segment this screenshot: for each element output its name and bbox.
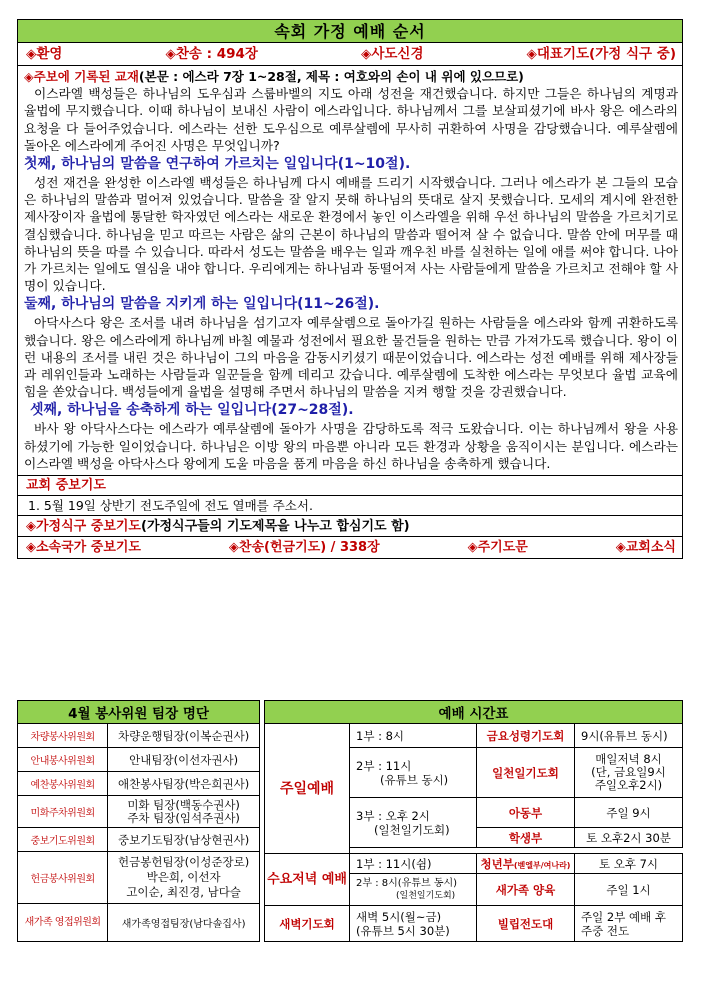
leader-name: 새가족영접팀장(남다솔집사) <box>108 904 260 942</box>
philip-evangelism-time <box>575 906 683 942</box>
students-label: 학생부 <box>477 828 575 848</box>
committee-name: 중보기도위원회 <box>18 828 108 852</box>
sunday-2-sub: (유튜브 동시) <box>380 772 449 787</box>
friday-prayer-label: 금요성령기도회 <box>477 724 575 748</box>
wednesday-2-sub: (일천일기도회) <box>396 890 456 901</box>
closing-country-prayer: ◈소속국가 중보기도 <box>26 540 141 556</box>
ilcheon-prayer-label: 일천일기도회 <box>477 748 575 798</box>
wednesday-2-main: 2부 : 8시(유튜브 동시) <box>356 877 458 889</box>
philip-evangelism-label: 빌립전도대 <box>477 906 575 942</box>
closing-row <box>18 537 682 559</box>
committee-name: 안내봉사위원회 <box>18 748 108 772</box>
closing-offering-hymn: ◈찬송(헌금기도) / 338장 <box>228 540 380 556</box>
point-3-title: 셋째, 하나님을 송축하게 하는 일입니다(27~28절). <box>30 402 354 419</box>
sunday-3-main: 3부 : 오후 2시 <box>356 808 430 823</box>
leader-name: 안내팀장(이선자권사) <box>108 748 260 772</box>
wednesday-service-label: 수요저녁 예배 <box>265 854 350 906</box>
newcomer-time: 주일 1시 <box>575 874 683 906</box>
leader-name: 차량운행팀장(이복순권사) <box>108 724 260 748</box>
philip-line-2: 주중 전도 <box>581 923 630 938</box>
sermon-section <box>18 66 682 476</box>
sunday-service-label: 주일예배 <box>265 724 350 854</box>
children-label: 아동부 <box>477 798 575 828</box>
committee-name: 새가족 영접위원회 <box>18 904 108 942</box>
sermon-label: ◈주보에 기록된 교재 <box>24 69 139 84</box>
dawn-main: 새벽 5시(월~금) <box>356 909 442 924</box>
leader-cell <box>108 796 260 828</box>
point-1-text: 성전 재건을 완성한 이스라엘 백성들은 하나님께 다시 예배를 드리기 시작했습니다. 그러나 에스라가 본 그들의 모습은 하나님의 말씀과 멀어져 있었습니다. 말씀을 잘 알지 못해 하나님의 뜻대로 살지 못했습니다. 모세의 계시에 완전한 제사장이자 율법에 통달한 학자였던 에스라는 새로운 환경에서 놓인 이스라엘을 위해 우선 하나님의 말씀을 가르치기로 결심했습니다. 하나님을 믿고 따르는 사람은 삶의 근본이 하나님의 말씀과 떨어져 살 수 없습니다. 말씀 안에 머무를 때 하나님의 뜻을 따를 수 있습니다. 따라서 성도는 말씀을 배우는 일과 깨우친 바를 실천하는 일에 애를 써야 합니다. 나아가 가르치는 일에도 열심을 내야 합니다. 우리에게는 하나님과 동떨어져 사는 사람들에게 말씀을 가르치고 전해야 할 사명이 있습니다. <box>24 175 678 294</box>
closing-lords-prayer: ◈주기도문 <box>467 540 528 556</box>
newcomer-label: 새가족 양육 <box>477 874 575 906</box>
team-leader-table <box>17 700 260 942</box>
order-creed: ◈사도신경 <box>360 46 424 62</box>
family-prayer-label: ◈가정식구 중보기도 <box>26 519 141 535</box>
sunday-2-main: 2부 : 11시 <box>356 758 412 773</box>
church-prayer-title: 교회 중보기도 <box>18 476 682 496</box>
youth-time: 토 오후 7시 <box>575 854 683 874</box>
dawn-sub: (유튜브 5시 30분) <box>356 923 450 938</box>
order-prayer: ◈대표기도(가정 식구 중) <box>526 46 676 62</box>
leader-name: 박은희, 이선자 <box>146 870 221 884</box>
closing-news: ◈교회소식 <box>615 540 676 556</box>
sunday-3-sub: (일천일기도회) <box>374 822 450 837</box>
committee-name: 헌금봉사위원회 <box>18 852 108 904</box>
ilcheon-line-3: 주일오후2시) <box>594 778 663 792</box>
point-2-text: 아닥사스다 왕은 조서를 내려 하나님을 섬기고자 예루살렘으로 돌아가길 원하는 사람들을 에스라와 함께 귀환하도록 했습니다. 왕은 에스라에게 하나님께 바칠 예물과 성전에서 필요한 물건들을 원하는 만큼 가져가도록 했습니다. 왕이 이런 내용의 조서를 내린 것은 하나님이 그의 마음을 감동시키셨기 때문이었습니다. 에스라는 성전 예배를 위해 제사장들과 레위인들과 노래하는 사람들과 일꾼들을 함께 데리고 갔습니다. 예루살렘에 도착한 에스라는 무엇보다 율법 교육에 힘을 쏟았습니다. 백성들에게 율법을 설명해 주면서 하나님의 말씀을 지켜 행할 것을 강권했습니다. <box>24 315 678 400</box>
order-row <box>18 43 682 66</box>
point-2-title: 둘째, 하나님의 말씀을 지키게 하는 일입니다(11~26절). <box>24 296 380 313</box>
wednesday-2-time <box>350 874 477 906</box>
friday-prayer-time: 9시(유튜브 동시) <box>575 724 683 748</box>
lower-tables <box>17 700 683 942</box>
leader-name: 미화 팀장(백동수권사) <box>127 797 240 812</box>
leader-name: 중보기도팀장(남상현권사) <box>108 828 260 852</box>
schedule-header: 예배 시간표 <box>265 701 683 724</box>
family-prayer-desc: (가정식구들의 기도제목을 나누고 합심기도 함) <box>141 519 410 535</box>
team-table-header: 4월 봉사위원 팀장 명단 <box>18 701 260 724</box>
leader-name: 헌금봉헌팀장(이성준장로) <box>118 855 250 869</box>
sermon-header <box>24 68 678 85</box>
ilcheon-line-2: (단, 금요일9시 <box>591 765 666 779</box>
worship-order-sheet <box>17 19 683 559</box>
church-prayer-item: 1. 5월 19일 상반기 전도주일에 전도 열매를 주소서. <box>18 496 682 516</box>
dawn-prayer-label: 새벽기도회 <box>265 906 350 942</box>
leader-cell <box>108 852 260 904</box>
students-time: 토 오후2시 30분 <box>575 828 683 848</box>
worship-schedule-table <box>264 700 683 942</box>
family-prayer <box>18 516 682 537</box>
sunday-2-time <box>350 748 477 798</box>
ilcheon-prayer-time <box>575 748 683 798</box>
leader-name: 애찬봉사팀장(박은희권사) <box>108 772 260 796</box>
children-time: 주일 9시 <box>575 798 683 828</box>
dawn-prayer-time <box>350 906 477 942</box>
ilcheon-line-1: 매일저녁 8시 <box>595 752 662 766</box>
committee-name: 예찬봉사위원회 <box>18 772 108 796</box>
sermon-intro: 이스라엘 백성들은 하나님의 도우심과 스룹바벨의 지도 아래 성전을 재건했습니다. 하지만 그들은 하나님의 계명과 율법에 무지했습니다. 이때 하나님이 보내신 사람이 에스라입니다. 하나님께서 그를 보살피셨기에 바사 왕은 에스라의 요청을 다 들어주었습니다. 에스라는 선한 도우심으로 예루살렘에 무사히 귀환하여 사명을 감당했습니다. 예루살렘에 돌아온 에스라에게 주어진 사명은 무엇입니까? <box>24 86 678 153</box>
order-hymn: ◈찬송 : 494장 <box>165 46 258 62</box>
leader-name: 고이순, 최진경, 남다슬 <box>126 885 241 899</box>
wednesday-1-time: 1부 : 11시(쉼) <box>350 854 477 874</box>
philip-line-1: 주일 2부 예배 후 <box>581 909 666 924</box>
order-welcome: ◈환영 <box>26 46 63 62</box>
sunday-1-time: 1부 : 8시 <box>350 724 477 748</box>
point-1-title: 첫째, 하나님의 말씀을 연구하여 가르치는 일입니다(1~10절). <box>24 156 411 173</box>
leader-name: 주차 팀장(임석주권사) <box>127 810 240 825</box>
sermon-reference: (본문 : 에스라 7장 1~28절, 제목 : 여호와의 손이 내 위에 있으므로) <box>138 69 524 84</box>
page-title: 속회 가정 예배 순서 <box>18 20 682 43</box>
youth-sub: (벧엘부/여나라) <box>513 860 571 870</box>
sunday-3-time <box>350 798 477 848</box>
youth-label <box>477 854 575 874</box>
youth-name: 청년부 <box>480 856 514 871</box>
committee-name: 차량봉사위원회 <box>18 724 108 748</box>
committee-name: 미화주차위원회 <box>18 796 108 828</box>
point-3-text: 바사 왕 아닥사스다는 에스라가 예루살렘에 돌아가 사명을 감당하도록 적극 도왔습니다. 이는 하나님께서 왕을 사용하셨기에 가능한 일이었습니다. 하나님은 이방 왕의 마음뿐 아니라 모든 환경과 상황을 움직이시는 분입니다. 에스라는 이스라엘 백성을 아닥사스다 왕에게 도울 마음을 품게 마음을 하신 하나님을 송축하게 했습니다. <box>24 421 678 471</box>
